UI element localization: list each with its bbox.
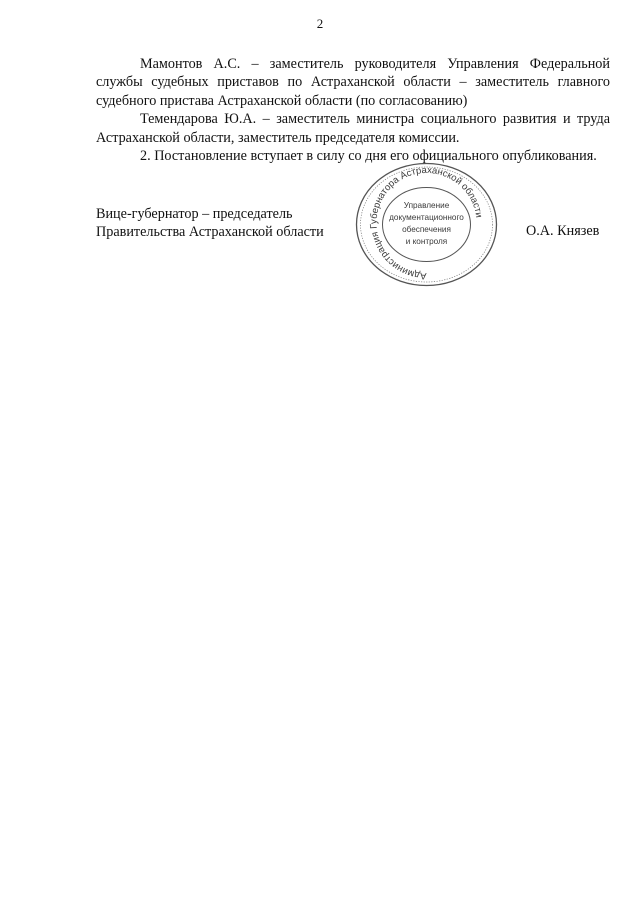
signatory-position-line2: Правительства Астраханской области <box>96 224 324 241</box>
stamp-center-line-1: Управление <box>403 201 450 210</box>
stamp-center-line-4: и контроля <box>405 237 448 246</box>
stamp-ring-text: Администрация Губернатора Астраханской области <box>368 164 485 282</box>
paragraph-effective-date: 2. Постановление вступает в силу со дня его официального опубликования. <box>140 148 597 165</box>
paragraph-mamontov: Мамонтов А.С. – заместитель руководителя Управления Федеральной службы судебных приставов по Астраханской области – заместитель главного судебного пристава Астраханской области (по согласованию) <box>96 56 610 109</box>
body-text <box>96 55 610 165</box>
paragraph-temendarova: Темендарова Ю.А. – заместитель министра социального развития и труда Астраханской области, заместитель председателя комиссии. <box>96 111 610 146</box>
signatory-name: О.А. Князев <box>526 223 600 239</box>
signatory-position <box>96 205 324 242</box>
signatory-position-line1: Вице-губернатор – председатель <box>96 206 293 222</box>
stamp-center-line-2: документационного <box>389 213 464 222</box>
page-number: 2 <box>316 16 324 31</box>
official-seal-stamp <box>353 161 500 288</box>
stamp-center-line-3: обеспечения <box>402 225 451 234</box>
